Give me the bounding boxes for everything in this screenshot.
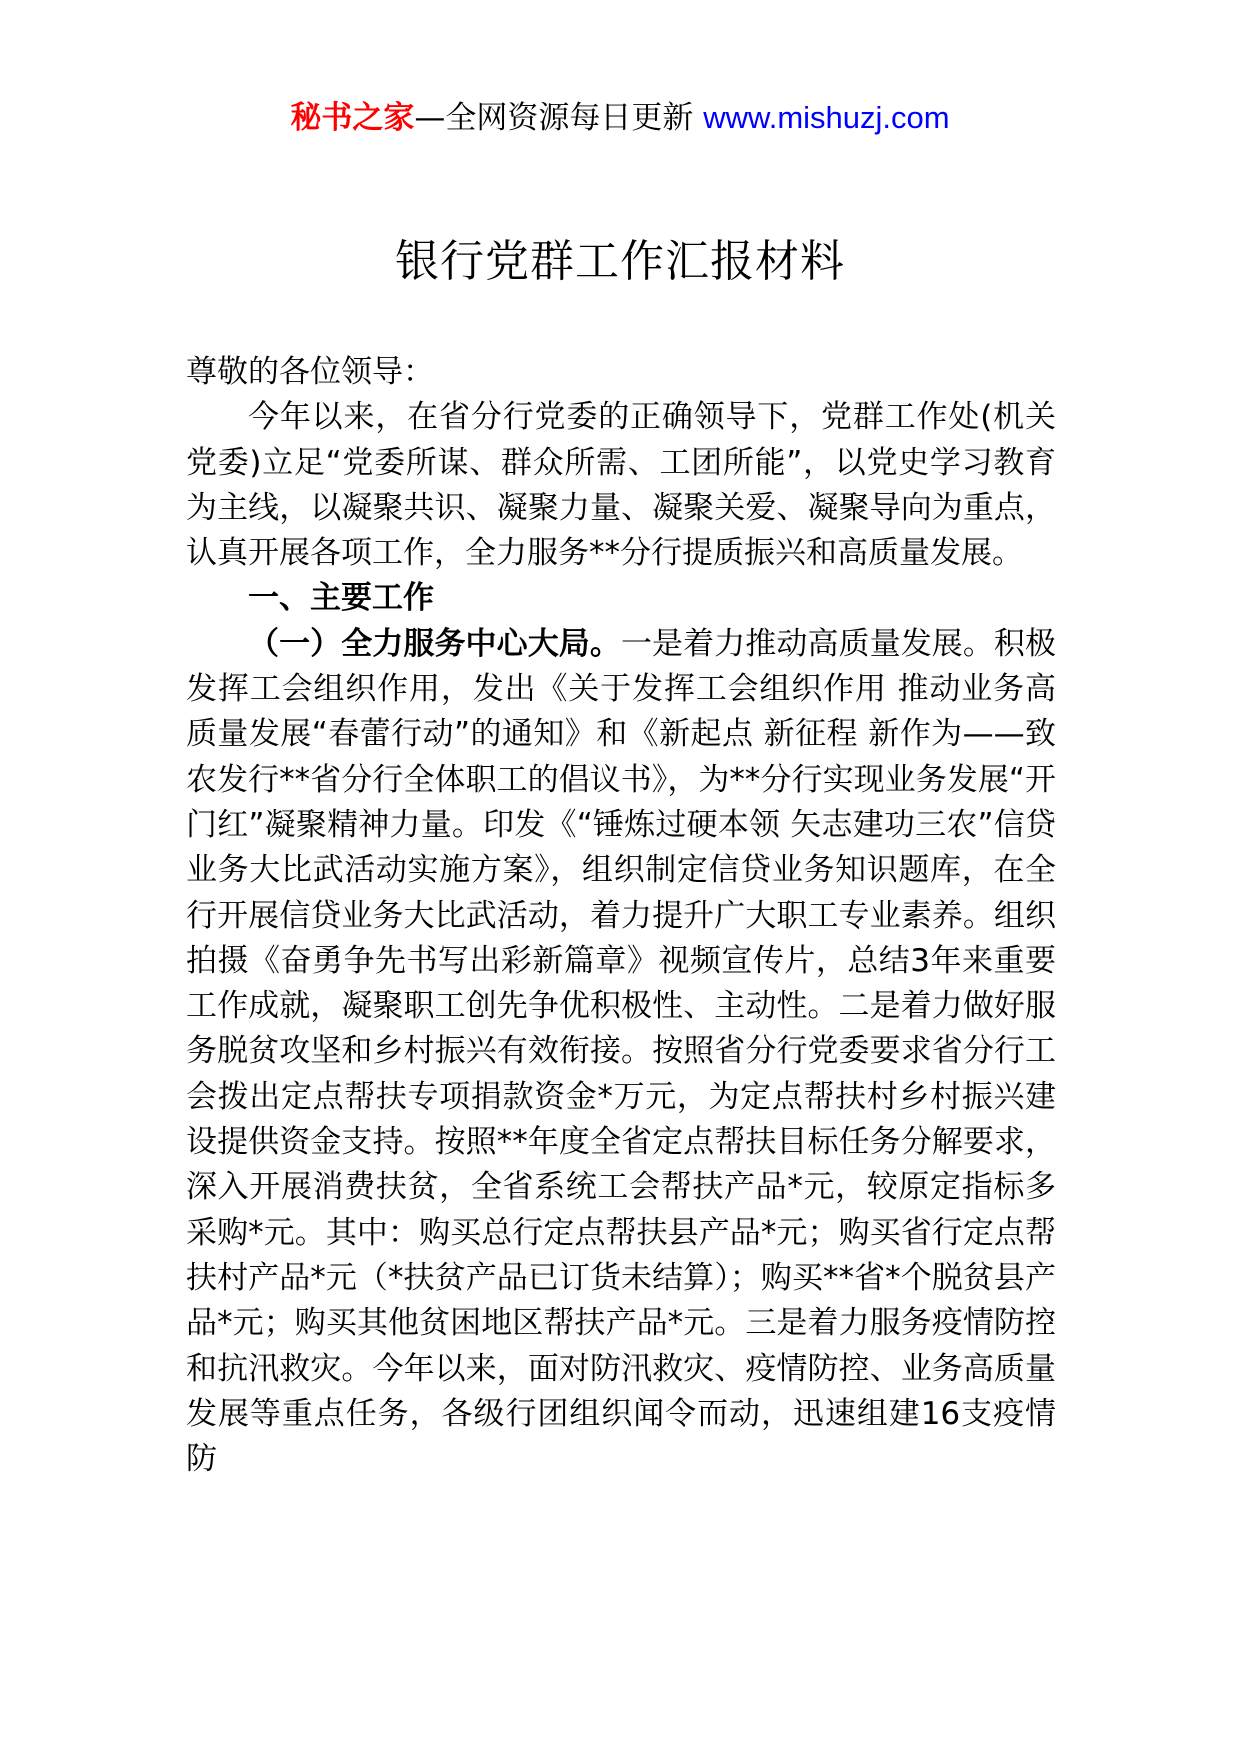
salutation: 尊敬的各位领导： [186, 354, 434, 390]
header-tagline: —全网资源每日更新 [414, 100, 694, 136]
section-heading: 一、主要工作 [248, 580, 434, 617]
document-title: 银行党群工作汇报材料 [395, 236, 845, 287]
document-body [186, 350, 1056, 1482]
subsection-heading: （一）全力服务中心大局。 [248, 625, 621, 662]
brand-name: 秘书之家 [290, 100, 415, 136]
site-url-link[interactable]: www.mishuzj.com [703, 100, 950, 135]
intro-paragraph: 今年以来，在省分行党委的正确领导下，党群工作处(机关党委)立足“党委所谋、群众所需、工团所能”，以党史学习教育为主线，以凝聚共识、凝聚力量、凝聚关爱、凝聚导向为重点，认真开展各项工作，全力服务**分行提质振兴和高质量发展。 [186, 399, 1056, 572]
site-header-banner [0, 98, 1240, 138]
subsection-paragraph [186, 622, 1056, 1483]
subsection-body: 一是着力推动高质量发展。积极发挥工会组织作用，发出《关于发挥工会组织作用 推动业务高质量发展“春蕾行动”的通知》和《新起点 新征程 新作为——致农发行**省分行全体职工的倡议书》，为**分行实现业务发展“开门红”凝聚精神力量。印发《“锤炼过硬本领 矢志建功三农”信贷业务大比武活动实施方案》，组织制定信贷业务知识题库，在全行开展信贷业务大比武活动，着力提升广大职工专业素养。组织拍摄《奋勇争先书写出彩新篇章》视频宣传片，总结3年来重要工作成就，凝聚职工创先争优积极性、主动性。二是着力做好服务脱贫攻坚和乡村振兴有效衔接。按照省分行党委要求省分行工会拨出定点帮扶专项捐款资金*万元，为定点帮扶村乡村振兴建设提供资金支持。按照**年度全省定点帮扶目标任务分解要求，深入开展消费扶贫，全省系统工会帮扶产品*元，较原定指标多采购*元。其中：购买总行定点帮扶县产品*元；购买省行定点帮扶村产品*元（*扶贫产品已订货未结算）；购买**省*个脱贫县产品*元；购买其他贫困地区帮扶产品*元。三是着力服务疫情防控和抗汛救灾。今年以来，面对防汛救灾、疫情防控、业务高质量发展等重点任务，各级行团组织闻令而动，迅速组建16支疫情防 [186, 625, 1057, 1478]
